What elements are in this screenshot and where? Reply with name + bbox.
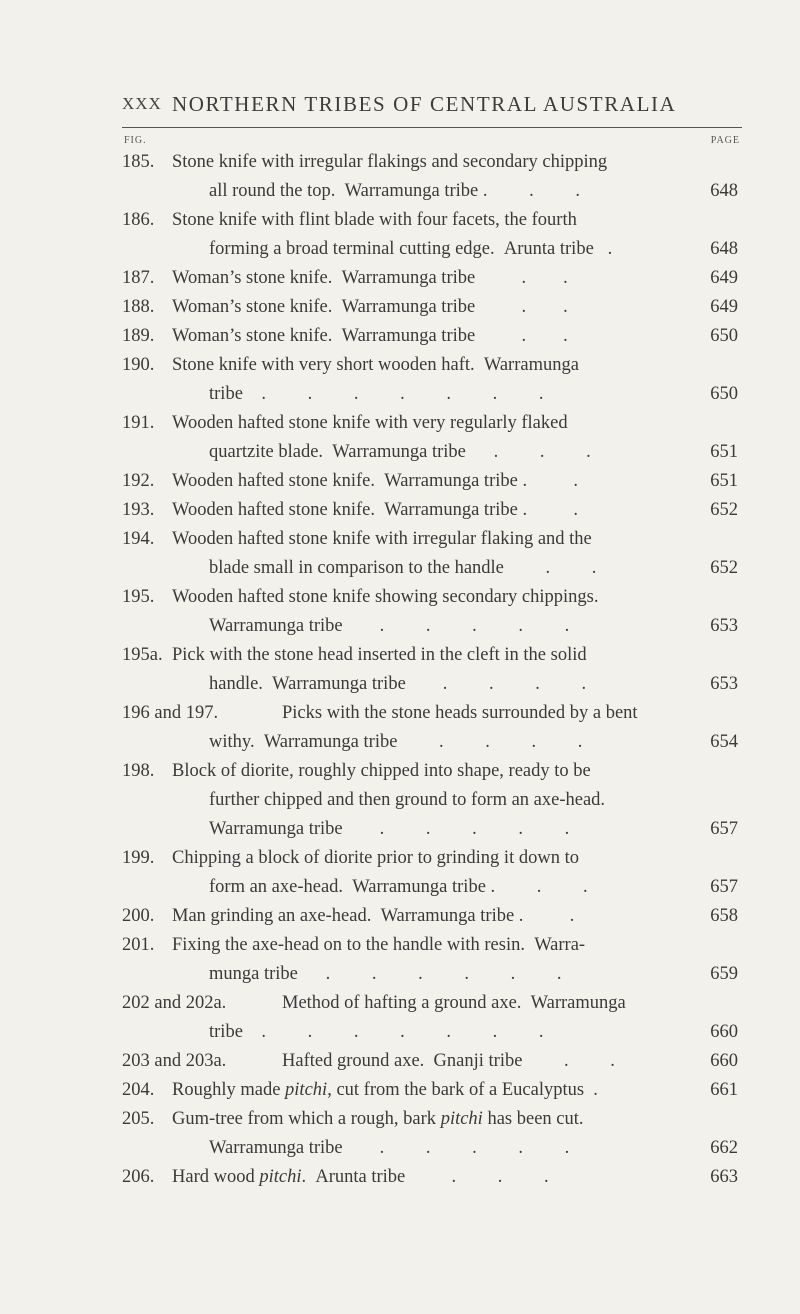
figure-number: 192.	[122, 471, 155, 491]
list-item	[0, 873, 800, 902]
running-title: NORTHERN TRIBES OF CENTRAL AUSTRALIA	[172, 92, 677, 116]
figure-caption: form an axe-head. Warramunga tribe . . .	[209, 877, 588, 897]
list-item	[0, 786, 800, 815]
list-item	[0, 960, 800, 989]
figure-caption: withy. Warramunga tribe . . . .	[209, 732, 583, 752]
page-column-label: PAGE	[710, 135, 740, 146]
figure-number: 189.	[122, 326, 155, 346]
page-number: 660	[710, 1051, 738, 1071]
list-item	[0, 1163, 800, 1192]
page-number: 659	[710, 964, 738, 984]
header-rule	[122, 127, 742, 128]
list-item	[0, 699, 800, 728]
page-number: 652	[710, 500, 738, 520]
figure-list	[0, 148, 800, 1192]
page-number: 653	[710, 674, 738, 694]
page-number: 658	[710, 906, 738, 926]
figure-number: 202 and 202a.	[122, 993, 227, 1013]
list-item	[0, 931, 800, 960]
list-item	[0, 177, 800, 206]
figure-caption: Hard wood pitchi. Arunta tribe . . .	[172, 1167, 549, 1187]
figure-caption: Stone knife with flint blade with four facets, the fourth	[172, 210, 577, 230]
list-item	[0, 989, 800, 1018]
figure-number: 206.	[122, 1167, 155, 1187]
page-number: 651	[710, 471, 738, 491]
figure-caption: all round the top. Warramunga tribe . . .	[209, 181, 580, 201]
figure-caption: Woman’s stone knife. Warramunga tribe . .	[172, 268, 568, 288]
figure-caption: Woman’s stone knife. Warramunga tribe . .	[172, 297, 568, 317]
list-item	[0, 612, 800, 641]
list-item	[0, 728, 800, 757]
figure-caption: Wooden hafted stone knife. Warramunga tribe . .	[172, 471, 578, 491]
figure-number: 201.	[122, 935, 155, 955]
list-item	[0, 235, 800, 264]
page-number: 657	[710, 877, 738, 897]
page-number: 653	[710, 616, 738, 636]
figure-caption: Pick with the stone head inserted in the cleft in the solid	[172, 645, 587, 665]
page-number: 650	[710, 326, 738, 346]
figure-number: 203 and 203a.	[122, 1051, 227, 1071]
list-item	[0, 1134, 800, 1163]
figure-number: 187.	[122, 268, 155, 288]
list-item	[0, 293, 800, 322]
running-header	[0, 92, 800, 122]
figure-caption: Hafted ground axe. Gnanji tribe . .	[282, 1051, 615, 1071]
list-item	[0, 1105, 800, 1134]
figure-caption: Chipping a block of diorite prior to grinding it down to	[172, 848, 579, 868]
list-item	[0, 757, 800, 786]
figure-number: 200.	[122, 906, 155, 926]
page-number: 657	[710, 819, 738, 839]
figure-number: 191.	[122, 413, 155, 433]
page-number: 649	[710, 297, 738, 317]
figure-caption: munga tribe . . . . . .	[209, 964, 562, 984]
list-item	[0, 206, 800, 235]
figure-caption: Warramunga tribe . . . . .	[209, 819, 570, 839]
page-number: 660	[710, 1022, 738, 1042]
figure-caption: tribe . . . . . . .	[209, 384, 544, 404]
page-number: 648	[710, 181, 738, 201]
figure-caption: tribe . . . . . . .	[209, 1022, 544, 1042]
figure-caption: Stone knife with irregular flakings and secondary chipping	[172, 152, 608, 172]
list-item	[0, 264, 800, 293]
figure-number: 205.	[122, 1109, 155, 1129]
list-item	[0, 902, 800, 931]
fig-column-label: FIG.	[124, 135, 147, 146]
list-item	[0, 438, 800, 467]
figure-caption: Wooden hafted stone knife. Warramunga tribe . .	[172, 500, 578, 520]
list-item	[0, 525, 800, 554]
figure-caption: Block of diorite, roughly chipped into shape, ready to be	[172, 761, 591, 781]
figure-number: 190.	[122, 355, 155, 375]
figure-caption: blade small in comparison to the handle . .	[209, 558, 597, 578]
figure-number: 193.	[122, 500, 155, 520]
list-item	[0, 380, 800, 409]
figure-caption: Wooden hafted stone knife showing secondary chippings.	[172, 587, 599, 607]
list-item	[0, 554, 800, 583]
list-item	[0, 641, 800, 670]
list-item	[0, 583, 800, 612]
figure-number: 198.	[122, 761, 155, 781]
list-item	[0, 1076, 800, 1105]
list-item	[0, 815, 800, 844]
figure-number: 188.	[122, 297, 155, 317]
figure-caption: Wooden hafted stone knife with very regularly flaked	[172, 413, 568, 433]
figure-caption: quartzite blade. Warramunga tribe . . .	[209, 442, 591, 462]
page-number: 663	[710, 1167, 738, 1187]
figure-number: 186.	[122, 210, 155, 230]
page-number: 661	[710, 1080, 738, 1100]
figure-caption: Fixing the axe-head on to the handle with resin. Warra-	[172, 935, 586, 955]
figure-number: 195.	[122, 587, 155, 607]
figure-caption: Warramunga tribe . . . . .	[209, 1138, 570, 1158]
page-number: 650	[710, 384, 738, 404]
figure-number: 199.	[122, 848, 155, 868]
list-item	[0, 1018, 800, 1047]
list-item	[0, 1047, 800, 1076]
figure-number: 185.	[122, 152, 155, 172]
list-item	[0, 322, 800, 351]
figure-number: 194.	[122, 529, 155, 549]
list-item	[0, 467, 800, 496]
figure-caption: handle. Warramunga tribe . . . .	[209, 674, 587, 694]
list-item	[0, 148, 800, 177]
figure-caption: Picks with the stone heads surrounded by a bent	[282, 703, 638, 723]
figure-number: 195a.	[122, 645, 163, 665]
figure-caption: Gum-tree from which a rough, bark pitchi has been cut.	[172, 1109, 584, 1129]
list-item	[0, 496, 800, 525]
figure-number: 204.	[122, 1080, 155, 1100]
page-number: 662	[710, 1138, 738, 1158]
figure-caption: Stone knife with very short wooden haft. Warramunga	[172, 355, 579, 375]
list-item	[0, 409, 800, 438]
page-number: 651	[710, 442, 738, 462]
figure-caption: Woman’s stone knife. Warramunga tribe . .	[172, 326, 568, 346]
figure-caption: Wooden hafted stone knife with irregular flaking and the	[172, 529, 592, 549]
figure-caption: Method of hafting a ground axe. Warramunga	[282, 993, 626, 1013]
page-number: 649	[710, 268, 738, 288]
figure-caption: forming a broad terminal cutting edge. Arunta tribe .	[209, 239, 613, 259]
page-number: 652	[710, 558, 738, 578]
figure-caption: Roughly made pitchi, cut from the bark of a Eucalyptus .	[172, 1080, 598, 1100]
list-item	[0, 351, 800, 380]
page-number: 648	[710, 239, 738, 259]
figure-caption: Warramunga tribe . . . . .	[209, 616, 570, 636]
figure-caption: Man grinding an axe-head. Warramunga tribe . .	[172, 906, 575, 926]
list-item	[0, 670, 800, 699]
figure-caption: further chipped and then ground to form an axe-head.	[209, 790, 606, 810]
page-number-roman: XXX	[122, 94, 162, 113]
figure-number: 196 and 197.	[122, 703, 219, 723]
page-number: 654	[710, 732, 738, 752]
list-item	[0, 844, 800, 873]
